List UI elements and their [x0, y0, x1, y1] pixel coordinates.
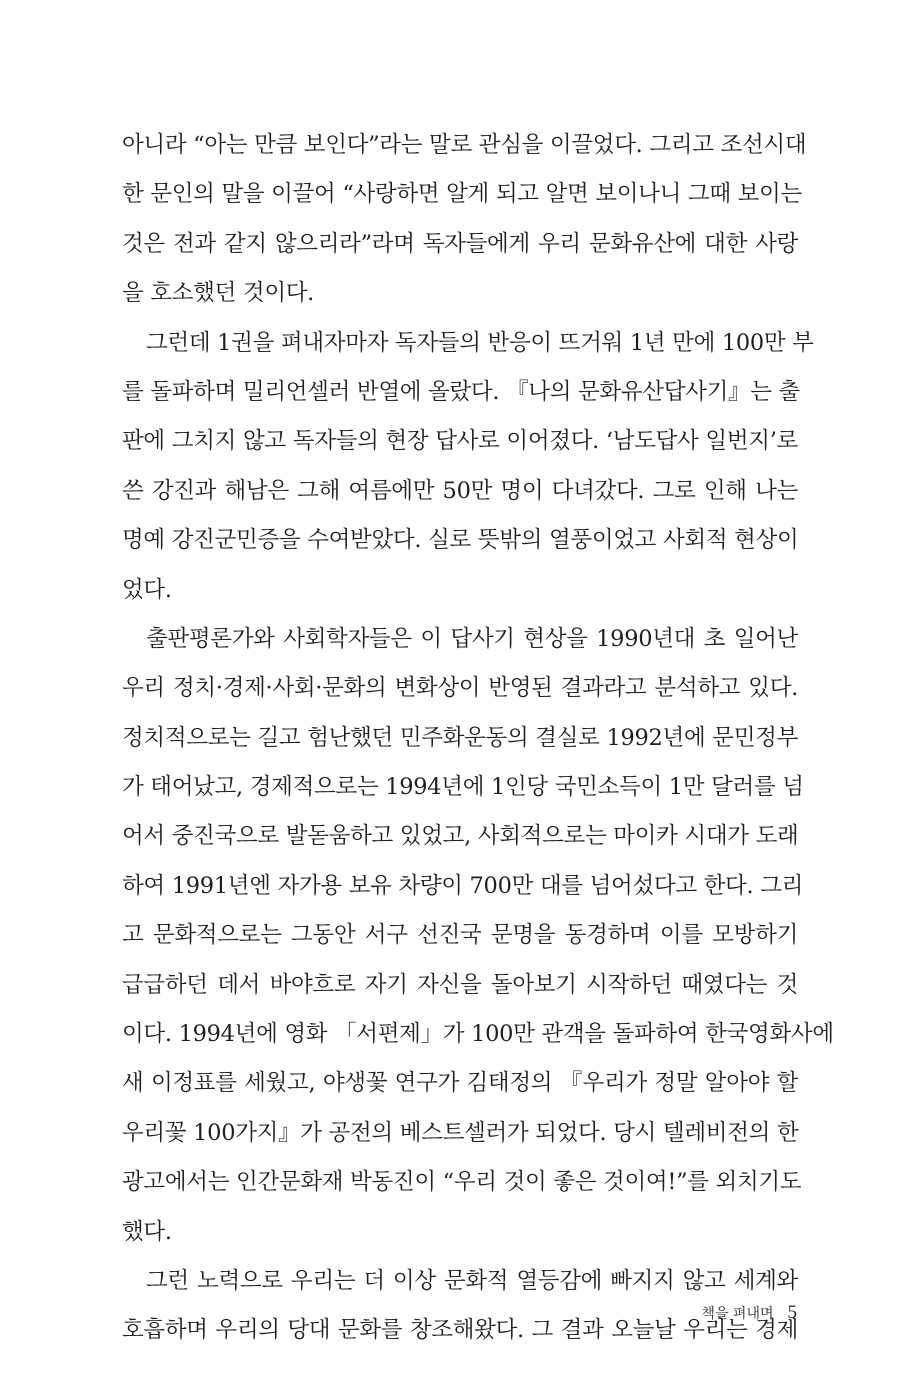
text-line: 이다. 1994년에 영화 「서편제」가 100만 관객을 돌파하여 한국영화사에	[122, 1021, 834, 1048]
running-section-title: 책을 펴내며	[701, 1306, 774, 1322]
text-line: 명예 강진군민증을 수여받았다. 실로 뜻밖의 열풍이었고 사회적 현상이	[122, 527, 799, 554]
text-line: 우리꽃 100가지』가 공전의 베스트셀러가 되었다. 당시 텔레비전의 한	[122, 1119, 799, 1146]
text-line: 정치적으로는 길고 험난했던 민주화운동의 결실로 1992년에 문민정부	[122, 724, 798, 751]
text-line: 호흡하며 우리의 당대 문화를 창조해왔다. 그 결과 오늘날 우리는 경제	[122, 1317, 798, 1344]
text-line: 하여 1991년엔 자가용 보유 차량이 700만 대를 넘어섰다고 한다. 그리	[122, 872, 804, 899]
text-line: 아니라 “아는 만큼 보인다”라는 말로 관심을 이끌었다. 그리고 조선시대	[122, 132, 807, 158]
text-line: 어서 중진국으로 발돋움하고 있었고, 사회적으로는 마이카 시대가 도래	[122, 823, 799, 850]
text-line: 를 돌파하며 밀리언셀러 반열에 올랐다. 『나의 문화유산답사기』는 출	[122, 378, 800, 405]
text-line: 그런 노력으로 우리는 더 이상 문화적 열등감에 빠지지 않고 세계와	[146, 1267, 798, 1294]
text-line: 광고에서는 인간문화재 박동진이 “우리 것이 좋은 것이여!”를 외치기도	[122, 1169, 802, 1196]
text-line: 가 태어났고, 경제적으로는 1994년에 1인당 국민소득이 1만 달러를 넘	[122, 774, 804, 801]
page-footer	[701, 1302, 797, 1324]
text-line: 것은 전과 같지 않으리라”라며 독자들에게 우리 문화유산에 대한 사랑	[122, 230, 798, 257]
body-text	[122, 121, 834, 1356]
text-line: 출판평론가와 사회학자들은 이 답사기 현상을 1990년대 초 일어난	[146, 625, 798, 652]
text-line: 급급하던 데서 바야흐로 자기 자신을 돌아보기 시작하던 때였다는 것	[122, 971, 798, 998]
text-line: 우리 정치·경제·사회·문화의 변화상이 반영된 결과라고 분석하고 있다.	[122, 675, 798, 702]
text-line: 새 이정표를 세웠고, 야생꽃 연구가 김태정의 『우리가 정말 알아야 할	[122, 1070, 798, 1097]
page-number: 5	[787, 1302, 797, 1323]
text-line: 고 문화적으로는 그동안 서구 선진국 문명을 동경하며 이를 모방하기	[122, 922, 798, 949]
text-line: 했다.	[122, 1218, 172, 1245]
text-line: 쓴 강진과 해남은 그해 여름에만 50만 명이 다녀갔다. 그로 인해 나는	[122, 477, 798, 504]
text-line: 판에 그치지 않고 독자들의 현장 답사로 이어졌다. ‘남도답사 일번지’로	[122, 428, 798, 455]
text-line: 었다.	[122, 576, 172, 603]
text-line: 그런데 1권을 펴내자마자 독자들의 반응이 뜨거워 1년 만에 100만 부	[146, 329, 814, 356]
text-line: 한 문인의 말을 이끌어 “사랑하면 알게 되고 알면 보이나니 그때 보이는	[122, 181, 802, 208]
text-line: 을 호소했던 것이다.	[122, 280, 315, 307]
